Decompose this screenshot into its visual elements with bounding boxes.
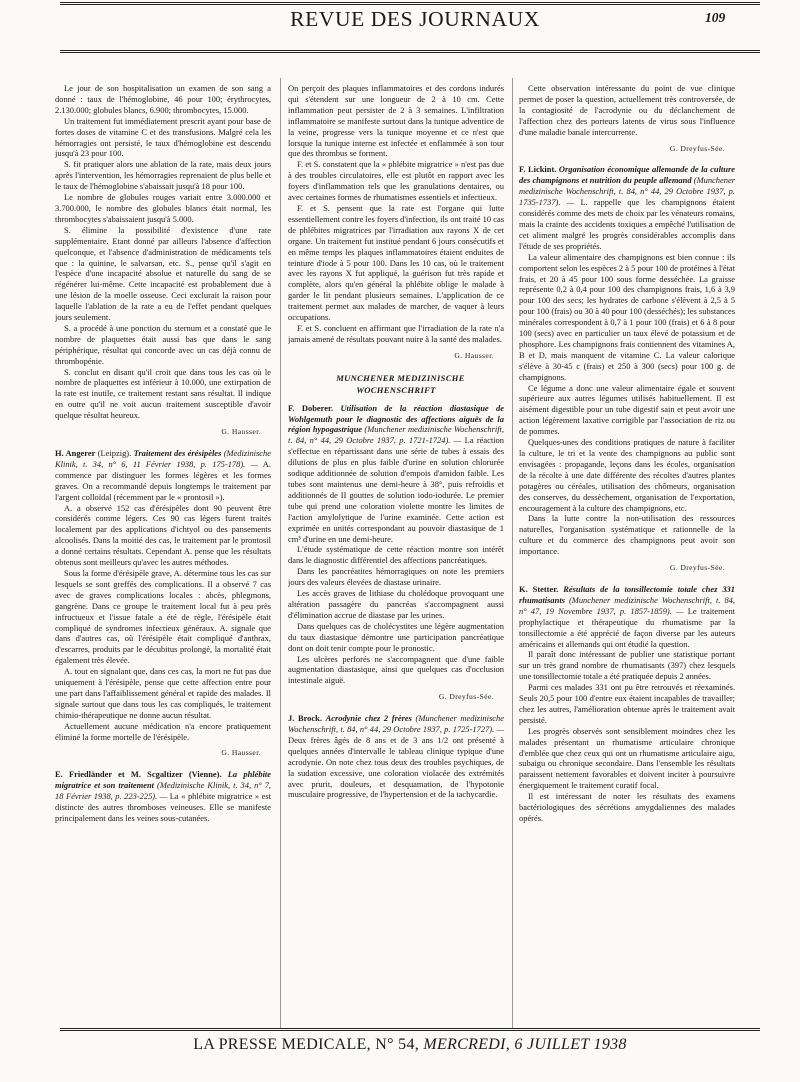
paragraph: Parmi ces malades 331 ont pu être retrouvés et réexaminés. Seuls 20,5 pour 100 d'entre eux étaient incapables de travailler; chez les autres, l'amélioration obtenue après le traitement avait persisté. <box>519 682 735 725</box>
article-heading <box>55 448 271 503</box>
article-lead: Le traitement prophylactique et thérapeutique du rhumatisme par la tonsillectomie a été apprécié de façon diverse par les auteurs américains et allemands qui ont étudié la question. <box>519 605 735 649</box>
paragraph: F. et S. concluent en affirmant que l'irradiation de la rate n'a jamais amené de résultats pouvant nuire à la santé des malades. <box>288 322 504 344</box>
article-title: Organisation économique allemande de la culture des champignons et nutrition du peuple allemand <box>519 164 735 186</box>
article-lead: L. rappelle que les champignons étaient considérés comme des mets de choix par les vénateurs romains, mais la crainte des accidents toxiques a empêché l'utilisation de cet aliment malgré les progrès considérables accomplis dans l'étude de ses propriétés. <box>519 197 735 251</box>
article-source: (Munchener medizinische Wochenschrift, t. 84, n° 47, 19 Novembre 1937, p. 1857-1859). — <box>519 594 735 616</box>
paragraph: L'étude systématique de cette réaction montre son intérêt dans le diagnostic différentiel des affections pancréatiques. <box>288 544 504 566</box>
paragraph: Dans les pancréatites hémorragiques on note les premiers jours des valeurs élevées de diastase urinaire. <box>288 566 504 588</box>
footer-double-rule <box>60 1028 760 1031</box>
paragraph: S. a procédé à une ponction du sternum et a constaté que le nombre de plaquettes était aussi bas que dans le sang périphérique, résultat qui concorde avec un cas déjà connu de thrombopénie. <box>55 322 271 366</box>
paragraph: La valeur alimentaire des champignons est bien connue : ils comportent selon les espèces 2 à 5 pour 100 de protéines à l'état frais, et 20 à 45 pour 100 sous forme desséchée. La graisse représente 0,2 à 0,4 pour 100 des champignons frais, 1,6 à 3,9 pour 100 des secs; les hydrates de carbone s'élèvent à 2,5 à 5 pour 100 (frais) ou 30 à 40 pour 100 (desséchés); les substances minérales correspondent à 0,7 à 1 pour 100 (frais) et 6 à 8 pour 100 (secs) avec en particulier un taux élevé de potassium et de phosphore. Les champignons frais contiennent des vitamines A, B et D, mais manquent de vitamine C. La valeur calorique s'élève à 30-45 c (frais) et 250 à 300 (secs) pour 100 g. de champignons. <box>519 251 735 382</box>
paragraph: Les accès graves de lithiase du cholédoque provoquant une altération passagère du pancréas s'accompagnent aussi d'élimination accrue de diastase par les urines. <box>288 588 504 620</box>
article-author: E. Friedländer et M. Scgaltizer (Vienne). <box>55 769 222 780</box>
article-lead: La « phlébite migratrice » est distincte des autres thromboses veineuses. Elle se manifeste principalement dans les veines sous-cutanées. <box>55 791 271 823</box>
article-source: (Munchener medizinische Wochenschrift, t. 84, n° 44, 29 Octobre 1937, p. 1735-1737). — <box>519 175 735 208</box>
article-author: F. Lickint. <box>519 164 557 175</box>
paragraph: S. conclut en disant qu'il croit que dans tous les cas où le nombre de plaquettes est inférieur à 10.000, une extirpation de la rate est inutile, ce traitement restant sans résultat. Il indique en outre qu'il ne voit aucun traitement susceptible d'avoir quelque résultat heureux. <box>55 366 271 421</box>
paragraph: Un traitement fut immédiatement prescrit ayant pour base de fortes doses de vitamine C et des transfusions. Malgré cela les hémorragies ont persisté, le taux d'hémoglobine est descendu jusqu'à 23 pour 100. <box>55 115 271 159</box>
article-title: Acrodynie chez 2 frères <box>325 713 412 724</box>
paragraph: Ce légume a donc une valeur alimentaire égale et souvent supérieure aux autres légumes utilisés habituellement. Il est aisément digestible pour un tube digestif sain et peut avoir une action légèrement laxative corrigible par l'association de riz ou de pommes. <box>519 382 735 437</box>
signature: G. Hausser. <box>454 350 494 360</box>
top-double-rule <box>60 2 760 5</box>
column-divider <box>280 78 281 1028</box>
article-lead: Deux frères âgés de 8 ans et de 3 ans 1/2 ont présenté à quelques années d'intervalle le tableau clinique typique d'une acrodynie. On note chez tous deux des troubles psychiques, de la sudation excessive, une coloration violacée des extrémités avec prurit, douleurs, et desquamation, de l'hypotonie musculaire progressive, de l'hypertension et de la tachycardie. <box>288 734 504 800</box>
article-source: (Munchener medizinische Wochenschrift, t. 84, n° 44, 29 Octobre 1937, p. 1721-1724). — <box>288 424 504 446</box>
paragraph: Le jour de son hospitalisation un examen de son sang a donné : taux de l'hémoglobine, 46 pour 100; érythrocytes, 2.130.000; globules blancs, 6.900; thrombocytes, 15.000. <box>55 83 271 115</box>
article-heading <box>519 164 735 251</box>
paragraph: Actuellement aucune médication n'a encore pratiquement éliminé la forme mortelle de l'érésipèle. <box>55 720 271 742</box>
page-footer <box>60 1036 760 1054</box>
signature: G. Dreyfus-Sée. <box>669 563 725 573</box>
signature: G. Dreyfus-Sée. <box>669 143 725 153</box>
signature: G. Hausser. <box>221 748 261 758</box>
paragraph: S. fit pratiquer alors une ablation de la rate, mais deux jours après l'intervention, les hémorragies reprenaient de plus belle et le taux de l'hémoglobine s'abaissait jusqu'à 18 pour 100. <box>55 159 271 192</box>
paragraph: Dans la lutte contre la non-utilisation des ressources naturelles, l'organisation systématique et rationnelle de la culture et du commerce des champignons peut avoir son importance. <box>519 513 735 557</box>
article-lead: La réaction s'effectue en répartissant dans une série de tubes à essais des dilutions de plus en plus faible d'urine en solution chlorurée sodique additionnée de solution d'empois d'amidon faible. Les tubes sont maintenus une demi-heure à 38°, puis refroidis et additionnés de II gouttes de solution iodo-iodurée. Le premier tube qui prend une coloration violette montre les limites de l'action amylolytique de l'urine examinée. Cette action est exprimée en unités correspondant au pouvoir diastasique de 1 cm³ d'urine en une demi-heure. <box>288 435 504 544</box>
signature: G. Hausser. <box>221 427 261 437</box>
article-heading <box>55 769 271 824</box>
paragraph: F. et S. constatent que la « phlébite migratrice » n'est pas due à des troubles circulatoires, elle est plutôt en rapport avec les foyers d'inflammation tels que les granulations dentaires, ou avec certaines formes de rhumatismes essentiels et infectieux. <box>288 159 504 203</box>
footer-journal: LA PRESSE MEDICALE, <box>193 1036 371 1053</box>
article-title: Traitement des érésipèles <box>133 448 222 458</box>
article-author: F. Doberer. <box>288 402 334 413</box>
paragraph: Dans quelques cas de cholécystites une légère augmentation du taux diastasique démontre une participation pancréatique dont on doit tenir compte pour le pronostic. <box>288 620 504 653</box>
column-right <box>519 83 735 1018</box>
paragraph: On perçoit des plaques inflammatoires et des cordons indurés qui s'étendent sur une longueur de 2 à 10 cm. Cette inflammation peut persister de 2 à 3 semaines. L'infiltration inflammatoire se manifeste surtout dans la tunique adventice de la veine, progresse vers la tunique moyenne et ce n'est que lorsque la tunique interne est infectée et enflammée à son tour que des thrombus se forment. <box>288 83 504 159</box>
article-heading <box>519 584 735 649</box>
article-source: (Munchener medizinische Wochenschrift, t. 84, n° 44, 29 Octobre 1937, p. 1725-1727). — <box>288 713 504 735</box>
section-heading: MUNCHENER MEDIZINISCHE WOCHENSCHRIFT <box>336 372 465 395</box>
column-left <box>55 83 271 1018</box>
page-number: 109 <box>705 10 726 25</box>
signature: G. Dreyfus-Sée. <box>438 692 494 702</box>
paragraph: F. et S. pensent que la rate est l'organe qui lutte essentiellement contre les foyers d'infection, ils ont traité 10 cas de phlébites migratrices par l'irradiation aux rayons X de cet organe. Un traitement fut institué pendant 6 jours consécutifs et en même temps les plaques inflammatoires étaient enduites de teinture d'iode à 5 pour 100. Dans les 10 cas, où le traitement avec les rayons X fut appliqué, la guérison fut très rapide et complète, alors qu'en général la phlébite oblige le malade à garder le lit pendant plusieurs semaines. L'application de ce traitement permet aux malades de marcher, de vaquer à leurs occupations. <box>288 202 504 323</box>
paragraph: Sous la forme d'érésipèle grave, A. détermine tous les cas sur lesquels se sont greffés des complications. Il a observé 7 cas avec de graves complications locales : abcès, phlegmons, gangrène. Dans ce groupe le traitement local fut à peu près infructueux et l'issue fatale a été de règle, l'érésipèle était compliqué de syndromes infectieux généraux. A. signale que dans d'autres cas, où l'érésipèle était compliqué d'anthrax, d'escarres, produits par le décubitus prolongé, la mortalité était également très élevée. <box>55 567 271 666</box>
article-author: H. Angerer <box>55 448 96 458</box>
paragraph: Il est intéressant de noter les résultats des examens bactériologiques des sécrétions amygdaliennes des malades opérés. <box>519 791 735 823</box>
article-title: Résultats de la tonsillectomie totale chez 331 rhumatisants <box>519 583 735 605</box>
column-divider <box>512 78 513 1028</box>
paragraph: A. a observé 152 cas d'érésipèles dont 90 peuvent être considérés comme légers. Ces 90 cas légers furent traités localement par des applications d'ichtyol ou des pansements alcoolisés. Dans la moitié des cas, le traitement par le prontosil a donné certains résultats. Cependant A. pense que les résultats obtenus sont meilleurs qu'avec les autres méthodes. <box>55 502 271 568</box>
footer-issue: N° 54, <box>375 1036 420 1053</box>
page-header-title: REVUE DES JOURNAUX <box>290 7 540 31</box>
article-heading <box>288 713 504 800</box>
article-author: K. Stetter. <box>519 583 559 594</box>
paragraph: S. élimine la possibilité d'existence d'une rate supplémentaire. Etant donné par ailleurs l'absence d'affection quelconque, et l'absence d'administration de médicaments tels que : la quinine, le salvarsan, etc. S., pense qu'il s'agit en l'espèce d'une incapacité absolue et naturelle du sang de se régénérer lui-même. Cette incapacité est probablement due à une lésion de la moelle osseuse. Ceci exclurait la raison pour laquelle l'ablation de la rate a eu de l'effet pendant quelques jours seulement. <box>55 224 271 323</box>
article-lead: A. commence par distinguer les formes légères et les formes graves. On a recommandé depuis longtemps le traitement par l'argent colloïdal (récemment par le « prontosil »). <box>55 458 271 502</box>
column-middle <box>288 83 504 1018</box>
article-author: J. Brock. <box>288 713 322 724</box>
article-title: La phlébite migratrice et son traitement <box>55 769 271 791</box>
paragraph: Le nombre de globules rouges variait entre 3.000.000 et 3.700.000, le nombre des globules blancs était normal, les thrombocytes s'abaissaient jusqu'à 5.000. <box>55 192 271 224</box>
paragraph: Quelques-unes des conditions pratiques de nature à faciliter la culture, le tri et la vente des champignons au public sont envisagées : propagande, leçons dans les écoles, organisation de la récolte à une date différente des récoltes d'autres plantes potagères ou céréales, utilisation des chômeurs, organisation des conserves, du dessèchement, organisation de l'exportation, encouragement à la culture des champignons, etc. <box>519 437 735 513</box>
article-title: Utilisation de la réaction diastasique de Wohlgemuth pour le diagnostic des affections aiguës de la région hypogastrique <box>288 402 504 435</box>
article-city: (Leipzig). <box>97 448 132 458</box>
paragraph: Les progrès observés sont sensiblement moindres chez les malades présentant un rhumatisme articulaire chronique d'emblée que chez ceux qui ont un rhumatisme articulaire aigu, subaigu ou chronique secondaire. Dans l'ensemble les résultats paraissent nettement favorables et doivent inciter à poursuivre énergiquement le traitement curatif focal. <box>519 725 735 791</box>
article-source: (Medizinische Klinik, t. 34, n° 6, 11 Février 1938, p. 175-178). — <box>55 448 271 469</box>
paragraph: Cette observation intéressante du point de vue clinique permet de poser la question, actuellement très controversée, de la contagiosité de l'acrodynie ou du déclanchement de l'affection chez des porteurs latents de virus sous l'influence d'une maladie banale intercurrente. <box>519 83 735 137</box>
footer-date: MERCREDI, 6 JUILLET 1938 <box>423 1036 627 1053</box>
paragraph: Il paraît donc intéressant de publier une statistique portant sur un très grand nombre de rhumatisants (397) chez lesquels une tonsillectomie totale a été pratiquée depuis 2 années. <box>519 649 735 682</box>
header-double-rule <box>60 50 760 53</box>
article-source: (Medizinische Klinik, t. 34, n° 7, 18 Février 1938, p. 223-225). — <box>55 780 271 802</box>
paragraph: Les ulcères perforés ne s'accompagnent que d'une faible augmentation diastasique, ainsi que quelques cas d'occlusion intestinale aiguë. <box>288 653 504 686</box>
paragraph: A. tout en signalant que, dans ces cas, la mort ne fut pas due uniquement à l'érésipèle, pense que cette affection entre pour une part dans l'affaiblissement général et rapide des malades. Il signale surtout que dans tous les cas compliqués, le traitement chimio-thérapeutique ne donne aucun résultat. <box>55 666 271 720</box>
article-heading <box>288 403 504 545</box>
